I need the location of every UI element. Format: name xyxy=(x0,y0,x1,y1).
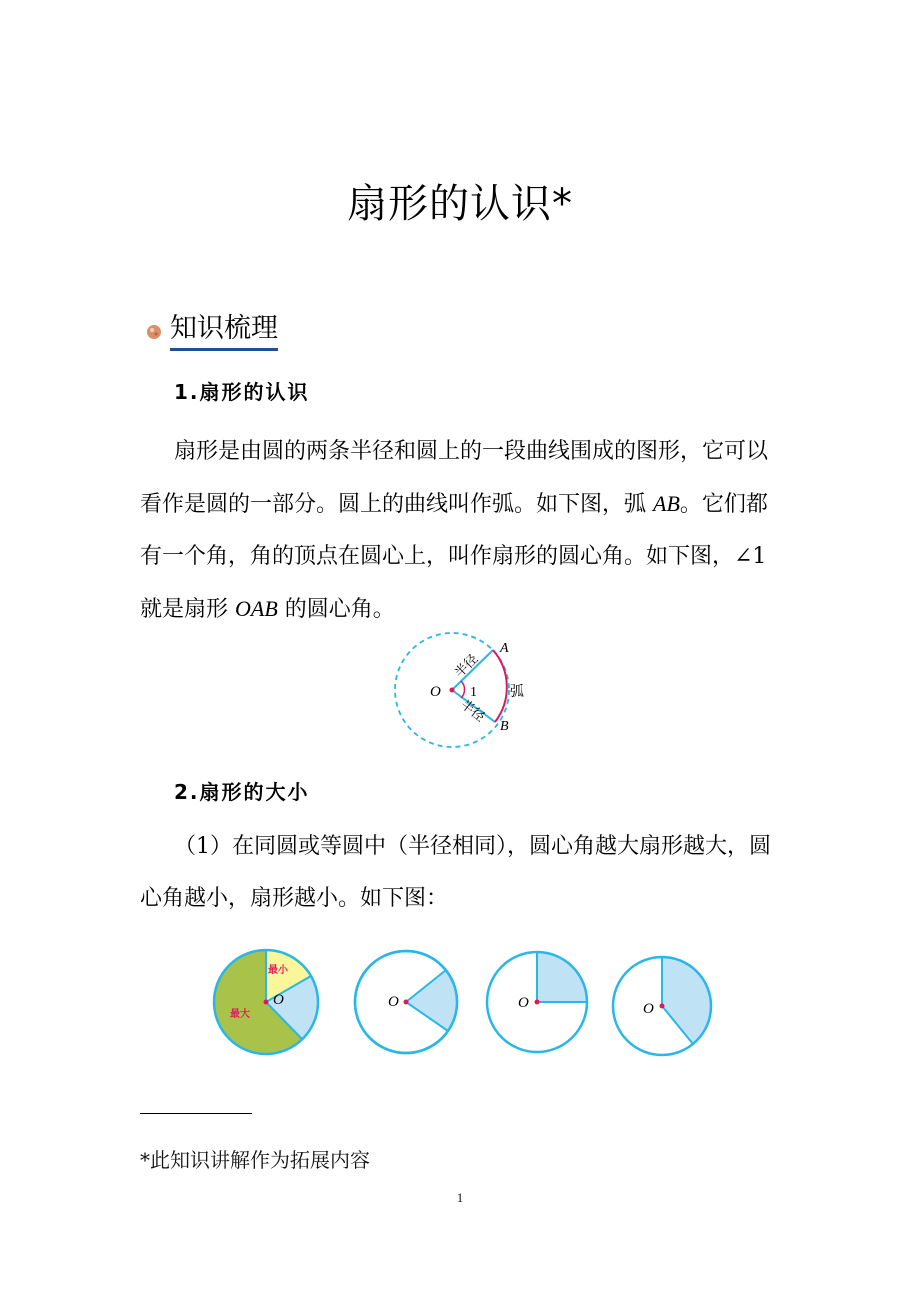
label-o-2: O xyxy=(388,994,399,1010)
subheading-2: 2.扇形的大小 xyxy=(174,780,310,804)
label-o-4: O xyxy=(643,1001,654,1017)
label-smallest: 最小 xyxy=(268,965,288,976)
label-radius-bottom: 半径 xyxy=(458,696,488,725)
label-o-3: O xyxy=(518,995,529,1011)
bullet-dot-icon xyxy=(146,324,162,340)
label-a: A xyxy=(500,641,509,656)
section-heading-text: 知识梳理 xyxy=(170,312,278,351)
page-title: 扇形的认识* xyxy=(347,181,573,227)
sector-circle-2 xyxy=(355,951,457,1053)
footnote-divider xyxy=(140,1113,252,1114)
footnote: *此知识讲解作为拓展内容 xyxy=(140,1148,370,1172)
paragraph-2 xyxy=(140,821,780,925)
sector-circle-4 xyxy=(613,957,711,1055)
sector-comparison-figure xyxy=(206,936,726,1066)
label-b: B xyxy=(500,719,509,734)
sector-circle-3 xyxy=(487,952,587,1052)
paragraph-1-text-a: 扇形是由圆的两条半径和圆上的一段曲线围成的图形，它可以看作是圆的一部分。圆上的曲线叫作弧。如下图，弧 xyxy=(140,439,769,517)
section-heading xyxy=(146,312,278,351)
label-radius-top: 半径 xyxy=(451,651,481,681)
paragraph-1 xyxy=(140,426,780,636)
angle-mark xyxy=(461,681,465,698)
subheading-1: 1.扇形的认识 xyxy=(174,380,310,404)
center-dot xyxy=(450,688,455,693)
paragraph-2-text: （1）在同圆或等圆中（半径相同），圆心角越大扇形越大，圆心角越小，扇形越小。如下图： xyxy=(140,834,771,911)
label-o: O xyxy=(430,684,441,700)
label-arc: 弧 xyxy=(510,685,524,700)
sector-circle-1 xyxy=(214,950,318,1054)
paragraph-1-text-c: 的圆心角。 xyxy=(277,597,395,622)
label-angle-1: 1 xyxy=(470,685,477,700)
page-number: 1 xyxy=(456,1190,464,1205)
arc-label-ab: AB xyxy=(653,491,680,516)
label-o-1: O xyxy=(273,992,284,1008)
label-largest: 最大 xyxy=(230,1009,250,1020)
sector-label-oab: OAB xyxy=(235,596,278,621)
sector-diagram xyxy=(380,630,560,750)
paragraph-1-text-b: 。它们都有一个角，角的顶点在圆心上，叫作扇形的圆心角。如下图，∠1 就是扇形 xyxy=(140,492,768,622)
